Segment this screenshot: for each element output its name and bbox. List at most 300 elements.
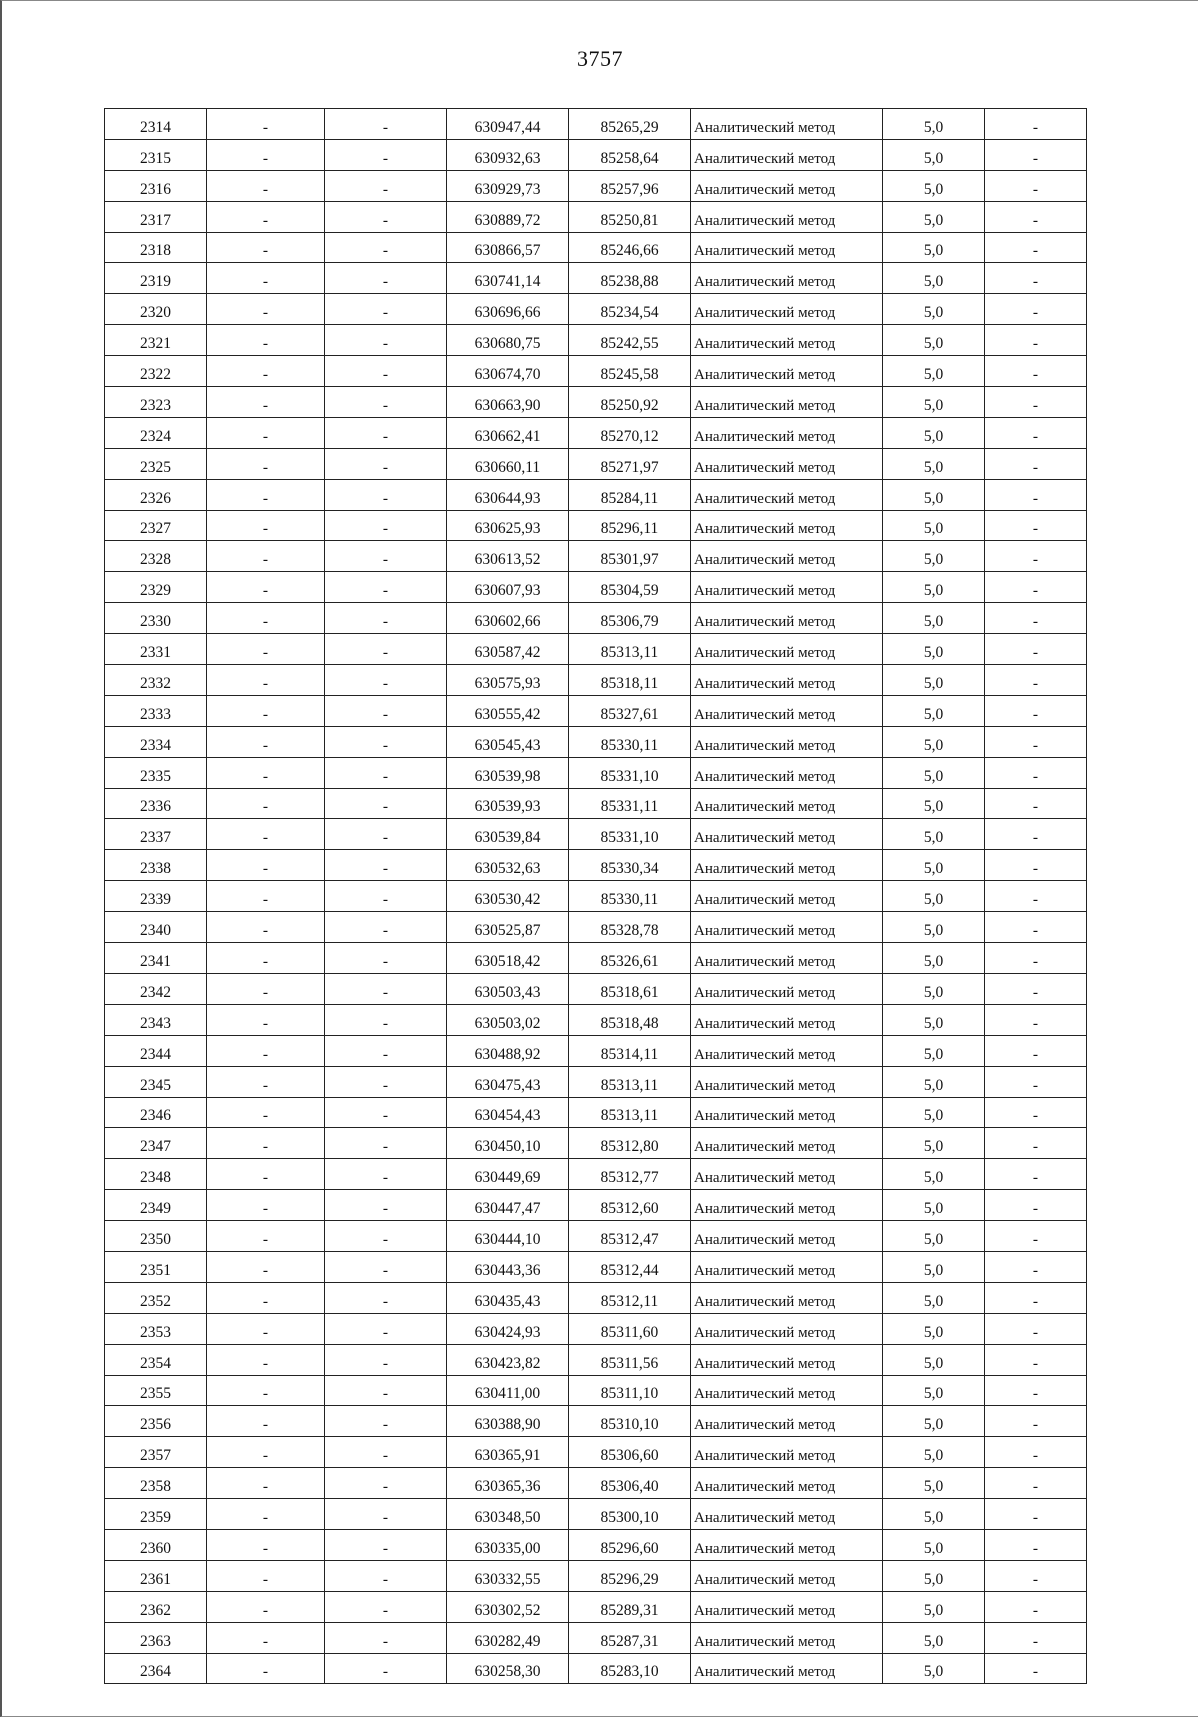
dash-cell-a: - <box>207 1375 325 1406</box>
x-coordinate-cell: 630335,00 <box>447 1529 569 1560</box>
x-coordinate-cell: 630680,75 <box>447 325 569 356</box>
point-number-cell: 2346 <box>105 1097 207 1128</box>
point-number-cell: 2335 <box>105 757 207 788</box>
table-row <box>105 603 1087 634</box>
method-cell: Аналитический метод <box>691 325 883 356</box>
table-row <box>105 232 1087 263</box>
dash-cell-a: - <box>207 201 325 232</box>
method-cell: Аналитический метод <box>691 170 883 201</box>
method-cell: Аналитический метод <box>691 1313 883 1344</box>
dash-cell-c: - <box>985 1251 1087 1282</box>
dash-cell-c: - <box>985 572 1087 603</box>
dash-cell-a: - <box>207 1529 325 1560</box>
dash-cell-b: - <box>325 1251 447 1282</box>
point-number-cell: 2338 <box>105 850 207 881</box>
dash-cell-c: - <box>985 1653 1087 1684</box>
dash-cell-b: - <box>325 448 447 479</box>
point-number-cell: 2341 <box>105 943 207 974</box>
point-number-cell: 2356 <box>105 1406 207 1437</box>
point-number-cell: 2330 <box>105 603 207 634</box>
dash-cell-b: - <box>325 881 447 912</box>
point-number-cell: 2329 <box>105 572 207 603</box>
dash-cell-a: - <box>207 850 325 881</box>
dash-cell-a: - <box>207 541 325 572</box>
x-coordinate-cell: 630423,82 <box>447 1344 569 1375</box>
x-coordinate-cell: 630741,14 <box>447 263 569 294</box>
accuracy-cell: 5,0 <box>883 170 985 201</box>
point-number-cell: 2362 <box>105 1591 207 1622</box>
method-cell: Аналитический метод <box>691 139 883 170</box>
table-row <box>105 1066 1087 1097</box>
x-coordinate-cell: 630555,42 <box>447 695 569 726</box>
table-row <box>105 417 1087 448</box>
dash-cell-b: - <box>325 1344 447 1375</box>
table-row <box>105 1251 1087 1282</box>
method-cell: Аналитический метод <box>691 665 883 696</box>
method-cell: Аналитический метод <box>691 479 883 510</box>
y-coordinate-cell: 85250,81 <box>569 201 691 232</box>
dash-cell-a: - <box>207 1066 325 1097</box>
dash-cell-a: - <box>207 1313 325 1344</box>
y-coordinate-cell: 85312,11 <box>569 1282 691 1313</box>
point-number-cell: 2364 <box>105 1653 207 1684</box>
table-row <box>105 1282 1087 1313</box>
method-cell: Аналитический метод <box>691 356 883 387</box>
dash-cell-a: - <box>207 788 325 819</box>
dash-cell-a: - <box>207 1560 325 1591</box>
dash-cell-b: - <box>325 325 447 356</box>
method-cell: Аналитический метод <box>691 387 883 418</box>
accuracy-cell: 5,0 <box>883 448 985 479</box>
dash-cell-b: - <box>325 603 447 634</box>
dash-cell-c: - <box>985 1468 1087 1499</box>
method-cell: Аналитический метод <box>691 788 883 819</box>
accuracy-cell: 5,0 <box>883 943 985 974</box>
y-coordinate-cell: 85318,11 <box>569 665 691 696</box>
method-cell: Аналитический метод <box>691 294 883 325</box>
y-coordinate-cell: 85301,97 <box>569 541 691 572</box>
y-coordinate-cell: 85330,34 <box>569 850 691 881</box>
point-number-cell: 2317 <box>105 201 207 232</box>
accuracy-cell: 5,0 <box>883 1622 985 1653</box>
dash-cell-c: - <box>985 1159 1087 1190</box>
method-cell: Аналитический метод <box>691 819 883 850</box>
x-coordinate-cell: 630454,43 <box>447 1097 569 1128</box>
accuracy-cell: 5,0 <box>883 1004 985 1035</box>
x-coordinate-cell: 630258,30 <box>447 1653 569 1684</box>
accuracy-cell: 5,0 <box>883 1468 985 1499</box>
table-row <box>105 881 1087 912</box>
point-number-cell: 2348 <box>105 1159 207 1190</box>
dash-cell-a: - <box>207 912 325 943</box>
method-cell: Аналитический метод <box>691 232 883 263</box>
x-coordinate-cell: 630607,93 <box>447 572 569 603</box>
y-coordinate-cell: 85304,59 <box>569 572 691 603</box>
dash-cell-c: - <box>985 850 1087 881</box>
point-number-cell: 2324 <box>105 417 207 448</box>
dash-cell-b: - <box>325 1190 447 1221</box>
method-cell: Аналитический метод <box>691 1499 883 1530</box>
accuracy-cell: 5,0 <box>883 726 985 757</box>
dash-cell-a: - <box>207 572 325 603</box>
table-row <box>105 294 1087 325</box>
page-number: 3757 <box>577 46 623 71</box>
table-row <box>105 1344 1087 1375</box>
dash-cell-c: - <box>985 1591 1087 1622</box>
dash-cell-b: - <box>325 139 447 170</box>
dash-cell-c: - <box>985 881 1087 912</box>
accuracy-cell: 5,0 <box>883 1499 985 1530</box>
table-row <box>105 1159 1087 1190</box>
dash-cell-a: - <box>207 1251 325 1282</box>
method-cell: Аналитический метод <box>691 1004 883 1035</box>
x-coordinate-cell: 630503,02 <box>447 1004 569 1035</box>
table-row <box>105 943 1087 974</box>
accuracy-cell: 5,0 <box>883 1128 985 1159</box>
accuracy-cell: 5,0 <box>883 634 985 665</box>
dash-cell-c: - <box>985 356 1087 387</box>
accuracy-cell: 5,0 <box>883 1221 985 1252</box>
method-cell: Аналитический метод <box>691 850 883 881</box>
table-row <box>105 1591 1087 1622</box>
dash-cell-b: - <box>325 1499 447 1530</box>
dash-cell-a: - <box>207 294 325 325</box>
x-coordinate-cell: 630424,93 <box>447 1313 569 1344</box>
dash-cell-a: - <box>207 943 325 974</box>
table-row <box>105 1622 1087 1653</box>
method-cell: Аналитический метод <box>691 1653 883 1684</box>
accuracy-cell: 5,0 <box>883 850 985 881</box>
dash-cell-b: - <box>325 1560 447 1591</box>
accuracy-cell: 5,0 <box>883 387 985 418</box>
dash-cell-b: - <box>325 1035 447 1066</box>
point-number-cell: 2358 <box>105 1468 207 1499</box>
dash-cell-a: - <box>207 232 325 263</box>
dash-cell-c: - <box>985 1499 1087 1530</box>
x-coordinate-cell: 630644,93 <box>447 479 569 510</box>
table-row <box>105 109 1087 140</box>
x-coordinate-cell: 630443,36 <box>447 1251 569 1282</box>
dash-cell-b: - <box>325 1375 447 1406</box>
dash-cell-a: - <box>207 881 325 912</box>
method-cell: Аналитический метод <box>691 943 883 974</box>
accuracy-cell: 5,0 <box>883 1097 985 1128</box>
method-cell: Аналитический метод <box>691 1529 883 1560</box>
dash-cell-a: - <box>207 1159 325 1190</box>
table-row <box>105 1560 1087 1591</box>
dash-cell-a: - <box>207 356 325 387</box>
method-cell: Аналитический метод <box>691 1190 883 1221</box>
x-coordinate-cell: 630539,84 <box>447 819 569 850</box>
y-coordinate-cell: 85311,56 <box>569 1344 691 1375</box>
y-coordinate-cell: 85257,96 <box>569 170 691 201</box>
point-number-cell: 2347 <box>105 1128 207 1159</box>
x-coordinate-cell: 630539,93 <box>447 788 569 819</box>
accuracy-cell: 5,0 <box>883 510 985 541</box>
dash-cell-c: - <box>985 695 1087 726</box>
dash-cell-c: - <box>985 1622 1087 1653</box>
dash-cell-a: - <box>207 387 325 418</box>
y-coordinate-cell: 85300,10 <box>569 1499 691 1530</box>
y-coordinate-cell: 85330,11 <box>569 726 691 757</box>
method-cell: Аналитический метод <box>691 109 883 140</box>
method-cell: Аналитический метод <box>691 1344 883 1375</box>
dash-cell-a: - <box>207 973 325 1004</box>
y-coordinate-cell: 85311,10 <box>569 1375 691 1406</box>
point-number-cell: 2344 <box>105 1035 207 1066</box>
dash-cell-b: - <box>325 1622 447 1653</box>
method-cell: Аналитический метод <box>691 510 883 541</box>
table-row <box>105 139 1087 170</box>
method-cell: Аналитический метод <box>691 634 883 665</box>
accuracy-cell: 5,0 <box>883 201 985 232</box>
accuracy-cell: 5,0 <box>883 819 985 850</box>
dash-cell-b: - <box>325 294 447 325</box>
method-cell: Аналитический метод <box>691 1468 883 1499</box>
y-coordinate-cell: 85313,11 <box>569 634 691 665</box>
x-coordinate-cell: 630411,00 <box>447 1375 569 1406</box>
y-coordinate-cell: 85331,11 <box>569 788 691 819</box>
point-number-cell: 2315 <box>105 139 207 170</box>
dash-cell-c: - <box>985 294 1087 325</box>
table-row <box>105 448 1087 479</box>
dash-cell-a: - <box>207 479 325 510</box>
dash-cell-c: - <box>985 819 1087 850</box>
dash-cell-c: - <box>985 1437 1087 1468</box>
dash-cell-a: - <box>207 263 325 294</box>
method-cell: Аналитический метод <box>691 201 883 232</box>
dash-cell-b: - <box>325 850 447 881</box>
table-row <box>105 1221 1087 1252</box>
table-row <box>105 819 1087 850</box>
point-number-cell: 2355 <box>105 1375 207 1406</box>
accuracy-cell: 5,0 <box>883 1344 985 1375</box>
dash-cell-b: - <box>325 201 447 232</box>
y-coordinate-cell: 85312,60 <box>569 1190 691 1221</box>
dash-cell-a: - <box>207 448 325 479</box>
dash-cell-b: - <box>325 819 447 850</box>
dash-cell-a: - <box>207 757 325 788</box>
accuracy-cell: 5,0 <box>883 139 985 170</box>
accuracy-cell: 5,0 <box>883 1375 985 1406</box>
accuracy-cell: 5,0 <box>883 1529 985 1560</box>
dash-cell-b: - <box>325 634 447 665</box>
point-number-cell: 2327 <box>105 510 207 541</box>
dash-cell-c: - <box>985 1406 1087 1437</box>
point-number-cell: 2353 <box>105 1313 207 1344</box>
dash-cell-b: - <box>325 572 447 603</box>
y-coordinate-cell: 85327,61 <box>569 695 691 726</box>
dash-cell-a: - <box>207 1622 325 1653</box>
x-coordinate-cell: 630947,44 <box>447 109 569 140</box>
accuracy-cell: 5,0 <box>883 973 985 1004</box>
dash-cell-a: - <box>207 1004 325 1035</box>
x-coordinate-cell: 630348,50 <box>447 1499 569 1530</box>
dash-cell-a: - <box>207 325 325 356</box>
x-coordinate-cell: 630503,43 <box>447 973 569 1004</box>
point-number-cell: 2318 <box>105 232 207 263</box>
y-coordinate-cell: 85311,60 <box>569 1313 691 1344</box>
dash-cell-b: - <box>325 912 447 943</box>
x-coordinate-cell: 630532,63 <box>447 850 569 881</box>
dash-cell-a: - <box>207 1468 325 1499</box>
point-number-cell: 2339 <box>105 881 207 912</box>
y-coordinate-cell: 85306,79 <box>569 603 691 634</box>
y-coordinate-cell: 85328,78 <box>569 912 691 943</box>
table-row <box>105 201 1087 232</box>
point-number-cell: 2316 <box>105 170 207 201</box>
coordinates-table-body <box>105 109 1087 1684</box>
dash-cell-a: - <box>207 665 325 696</box>
point-number-cell: 2323 <box>105 387 207 418</box>
accuracy-cell: 5,0 <box>883 356 985 387</box>
dash-cell-a: - <box>207 603 325 634</box>
point-number-cell: 2321 <box>105 325 207 356</box>
table-row <box>105 634 1087 665</box>
dash-cell-c: - <box>985 634 1087 665</box>
dash-cell-b: - <box>325 1653 447 1684</box>
method-cell: Аналитический метод <box>691 695 883 726</box>
x-coordinate-cell: 630932,63 <box>447 139 569 170</box>
table-row <box>105 1499 1087 1530</box>
dash-cell-c: - <box>985 1066 1087 1097</box>
dash-cell-b: - <box>325 356 447 387</box>
point-number-cell: 2350 <box>105 1221 207 1252</box>
dash-cell-a: - <box>207 1344 325 1375</box>
method-cell: Аналитический метод <box>691 973 883 1004</box>
accuracy-cell: 5,0 <box>883 757 985 788</box>
table-row <box>105 850 1087 881</box>
dash-cell-c: - <box>985 726 1087 757</box>
method-cell: Аналитический метод <box>691 1221 883 1252</box>
dash-cell-b: - <box>325 1282 447 1313</box>
table-row <box>105 1653 1087 1684</box>
accuracy-cell: 5,0 <box>883 695 985 726</box>
dash-cell-b: - <box>325 417 447 448</box>
y-coordinate-cell: 85331,10 <box>569 757 691 788</box>
y-coordinate-cell: 85270,12 <box>569 417 691 448</box>
y-coordinate-cell: 85306,60 <box>569 1437 691 1468</box>
dash-cell-c: - <box>985 479 1087 510</box>
table-row <box>105 1313 1087 1344</box>
dash-cell-c: - <box>985 109 1087 140</box>
dash-cell-c: - <box>985 1035 1087 1066</box>
x-coordinate-cell: 630388,90 <box>447 1406 569 1437</box>
accuracy-cell: 5,0 <box>883 665 985 696</box>
dash-cell-c: - <box>985 757 1087 788</box>
table-row <box>105 726 1087 757</box>
y-coordinate-cell: 85258,64 <box>569 139 691 170</box>
table-row <box>105 479 1087 510</box>
accuracy-cell: 5,0 <box>883 109 985 140</box>
dash-cell-b: - <box>325 1159 447 1190</box>
table-row <box>105 665 1087 696</box>
table-row <box>105 1128 1087 1159</box>
dash-cell-b: - <box>325 1406 447 1437</box>
x-coordinate-cell: 630539,98 <box>447 757 569 788</box>
point-number-cell: 2342 <box>105 973 207 1004</box>
accuracy-cell: 5,0 <box>883 541 985 572</box>
method-cell: Аналитический метод <box>691 541 883 572</box>
method-cell: Аналитический метод <box>691 726 883 757</box>
accuracy-cell: 5,0 <box>883 479 985 510</box>
y-coordinate-cell: 85331,10 <box>569 819 691 850</box>
dash-cell-c: - <box>985 1282 1087 1313</box>
method-cell: Аналитический метод <box>691 603 883 634</box>
dash-cell-b: - <box>325 232 447 263</box>
table-row <box>105 912 1087 943</box>
x-coordinate-cell: 630545,43 <box>447 726 569 757</box>
method-cell: Аналитический метод <box>691 1251 883 1282</box>
dash-cell-c: - <box>985 1221 1087 1252</box>
dash-cell-c: - <box>985 1190 1087 1221</box>
point-number-cell: 2349 <box>105 1190 207 1221</box>
method-cell: Аналитический метод <box>691 1035 883 1066</box>
dash-cell-a: - <box>207 1190 325 1221</box>
dash-cell-c: - <box>985 541 1087 572</box>
accuracy-cell: 5,0 <box>883 1035 985 1066</box>
dash-cell-b: - <box>325 1221 447 1252</box>
y-coordinate-cell: 85245,58 <box>569 356 691 387</box>
dash-cell-c: - <box>985 973 1087 1004</box>
accuracy-cell: 5,0 <box>883 1560 985 1591</box>
x-coordinate-cell: 630602,66 <box>447 603 569 634</box>
dash-cell-c: - <box>985 943 1087 974</box>
point-number-cell: 2351 <box>105 1251 207 1282</box>
accuracy-cell: 5,0 <box>883 263 985 294</box>
dash-cell-b: - <box>325 695 447 726</box>
dash-cell-b: - <box>325 1066 447 1097</box>
accuracy-cell: 5,0 <box>883 1159 985 1190</box>
y-coordinate-cell: 85246,66 <box>569 232 691 263</box>
x-coordinate-cell: 630518,42 <box>447 943 569 974</box>
dash-cell-b: - <box>325 541 447 572</box>
point-number-cell: 2331 <box>105 634 207 665</box>
x-coordinate-cell: 630447,47 <box>447 1190 569 1221</box>
dash-cell-a: - <box>207 510 325 541</box>
dash-cell-c: - <box>985 912 1087 943</box>
table-row <box>105 572 1087 603</box>
point-number-cell: 2333 <box>105 695 207 726</box>
point-number-cell: 2326 <box>105 479 207 510</box>
y-coordinate-cell: 85296,29 <box>569 1560 691 1591</box>
point-number-cell: 2354 <box>105 1344 207 1375</box>
dash-cell-c: - <box>985 170 1087 201</box>
table-row <box>105 1468 1087 1499</box>
method-cell: Аналитический метод <box>691 263 883 294</box>
x-coordinate-cell: 630444,10 <box>447 1221 569 1252</box>
x-coordinate-cell: 630889,72 <box>447 201 569 232</box>
point-number-cell: 2337 <box>105 819 207 850</box>
dash-cell-a: - <box>207 109 325 140</box>
dash-cell-a: - <box>207 1221 325 1252</box>
accuracy-cell: 5,0 <box>883 1653 985 1684</box>
y-coordinate-cell: 85312,80 <box>569 1128 691 1159</box>
dash-cell-a: - <box>207 1406 325 1437</box>
accuracy-cell: 5,0 <box>883 232 985 263</box>
dash-cell-c: - <box>985 417 1087 448</box>
x-coordinate-cell: 630365,36 <box>447 1468 569 1499</box>
method-cell: Аналитический метод <box>691 448 883 479</box>
y-coordinate-cell: 85296,60 <box>569 1529 691 1560</box>
y-coordinate-cell: 85296,11 <box>569 510 691 541</box>
x-coordinate-cell: 630530,42 <box>447 881 569 912</box>
point-number-cell: 2363 <box>105 1622 207 1653</box>
table-row <box>105 263 1087 294</box>
dash-cell-c: - <box>985 1560 1087 1591</box>
accuracy-cell: 5,0 <box>883 788 985 819</box>
method-cell: Аналитический метод <box>691 1406 883 1437</box>
